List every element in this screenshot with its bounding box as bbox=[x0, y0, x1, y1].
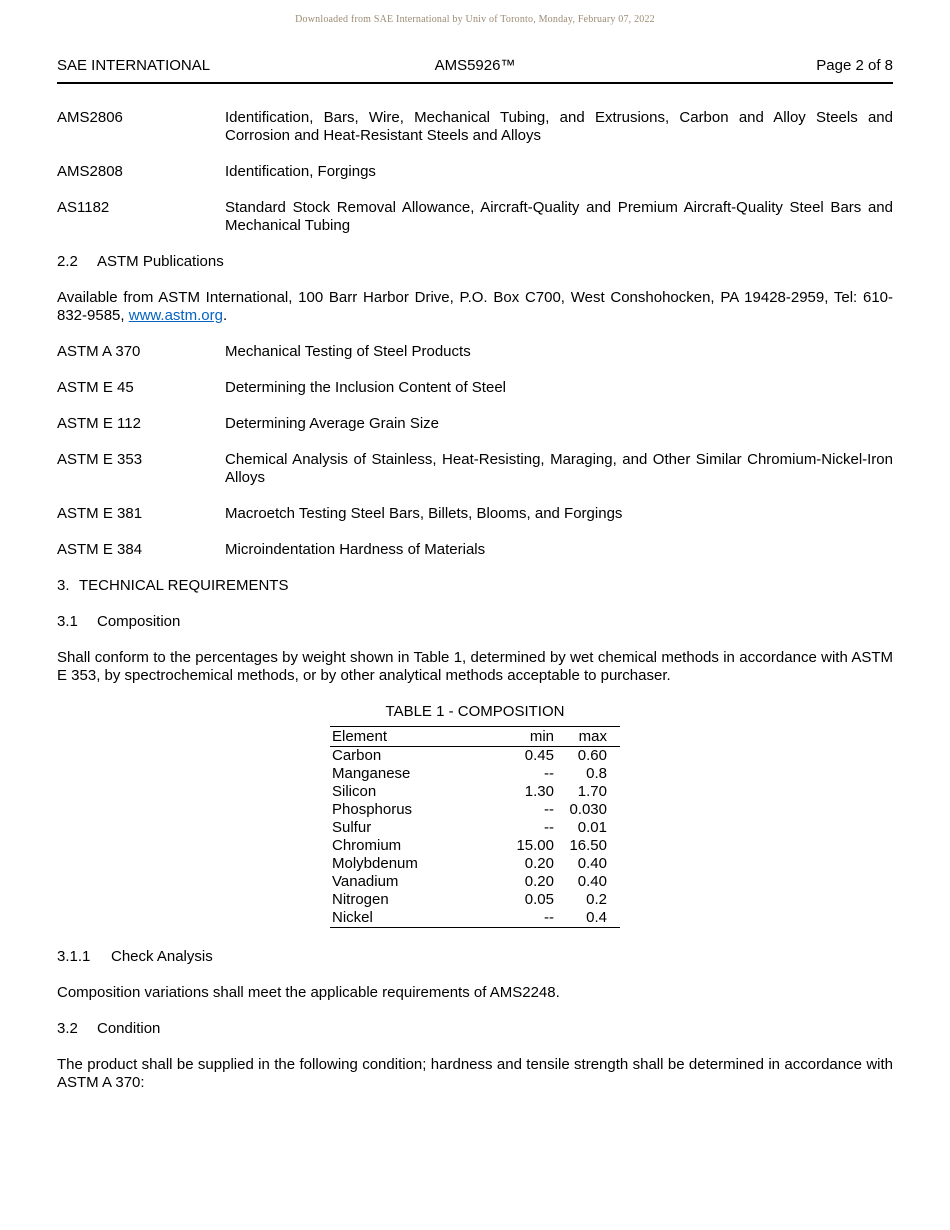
section-title: Composition bbox=[97, 613, 181, 630]
section-number: 3.1.1 bbox=[57, 948, 91, 965]
element-cell: Carbon bbox=[332, 747, 382, 764]
section-heading-3 bbox=[57, 577, 893, 595]
table-row bbox=[330, 837, 620, 855]
reference-item bbox=[57, 505, 893, 523]
reference-item bbox=[57, 109, 893, 145]
max-cell: 0.40 bbox=[577, 855, 607, 872]
section-title: TECHNICAL REQUIREMENTS bbox=[79, 577, 289, 594]
condition-paragraph: The product shall be supplied in the following condition; hardness and tensile strength shall be determined in accordance with ASTM A 370: bbox=[57, 1056, 893, 1091]
reference-item bbox=[57, 199, 893, 235]
reference-title: Microindentation Hardness of Materials bbox=[225, 541, 486, 558]
table-header-row bbox=[330, 727, 620, 747]
min-cell: 0.45 bbox=[524, 747, 554, 764]
element-cell: Nitrogen bbox=[332, 891, 389, 908]
reference-title: Determining the Inclusion Content of Steel bbox=[225, 379, 506, 396]
min-cell: 0.20 bbox=[524, 873, 554, 890]
header-org-name: SAE INTERNATIONAL bbox=[57, 57, 211, 74]
min-cell: 15.00 bbox=[516, 837, 554, 854]
section-number: 2.2 bbox=[57, 253, 78, 270]
min-cell: 0.20 bbox=[524, 855, 554, 872]
reference-code: ASTM E 353 bbox=[57, 451, 143, 468]
element-cell: Manganese bbox=[332, 765, 411, 782]
reference-title: Mechanical Testing of Steel Products bbox=[225, 343, 471, 360]
section-heading-3-2 bbox=[57, 1020, 893, 1038]
section-number: 3.2 bbox=[57, 1020, 78, 1037]
max-cell: 0.2 bbox=[586, 891, 607, 908]
reference-title: Determining Average Grain Size bbox=[225, 415, 439, 432]
reference-title: Macroetch Testing Steel Bars, Billets, Blooms, and Forgings bbox=[225, 505, 623, 522]
astm-org-link[interactable]: www.astm.org bbox=[128, 307, 223, 324]
element-cell: Chromium bbox=[332, 837, 402, 854]
composition-table-container bbox=[330, 703, 620, 928]
table-row bbox=[330, 819, 620, 837]
table-row bbox=[330, 765, 620, 783]
check-analysis-paragraph: Composition variations shall meet the applicable requirements of AMS2248. bbox=[57, 984, 560, 1001]
reference-code: ASTM E 381 bbox=[57, 505, 143, 522]
section-title: Check Analysis bbox=[111, 948, 213, 965]
element-cell: Molybdenum bbox=[332, 855, 418, 872]
reference-title: Identification, Bars, Wire, Mechanical Tubing, and Extrusions, Carbon and Alloy Steels and Corrosion and Heat-Resistant Steels and Alloys bbox=[225, 109, 893, 144]
column-header-element: Element bbox=[330, 727, 482, 747]
reference-item bbox=[57, 163, 893, 181]
section-heading-3-1 bbox=[57, 613, 893, 631]
table-row bbox=[330, 783, 620, 801]
reference-title: Standard Stock Removal Allowance, Aircraft-Quality and Premium Aircraft-Quality Steel Bars and Mechanical Tubing bbox=[225, 199, 893, 234]
reference-item bbox=[57, 379, 893, 397]
column-header-min: min bbox=[482, 727, 554, 747]
max-cell: 0.4 bbox=[586, 909, 607, 926]
reference-item bbox=[57, 451, 893, 487]
composition-paragraph: Shall conform to the percentages by weight shown in Table 1, determined by wet chemical methods in accordance with ASTM E 353, by spectrochemical methods, or by other analytical methods acceptable to purchaser. bbox=[57, 649, 893, 684]
max-cell: 0.01 bbox=[577, 819, 607, 836]
element-cell: Vanadium bbox=[332, 873, 399, 890]
column-header-max: max bbox=[554, 727, 620, 747]
page-header bbox=[57, 57, 893, 84]
max-cell: 0.8 bbox=[586, 765, 607, 782]
reference-item bbox=[57, 415, 893, 433]
reference-code: ASTM E 45 bbox=[57, 379, 134, 396]
table-row bbox=[330, 747, 620, 766]
table-row bbox=[330, 873, 620, 891]
section-number: 3.1 bbox=[57, 613, 78, 630]
section-number: 3. bbox=[57, 577, 70, 594]
reference-code: ASTM A 370 bbox=[57, 343, 141, 360]
astm-address-paragraph bbox=[57, 289, 893, 325]
min-cell: -- bbox=[544, 801, 554, 818]
document-body bbox=[57, 109, 893, 1092]
composition-table bbox=[330, 726, 620, 928]
reference-title: Identification, Forgings bbox=[225, 163, 376, 180]
astm-address-period: . bbox=[222, 307, 228, 324]
reference-code: ASTM E 112 bbox=[57, 415, 141, 432]
reference-item bbox=[57, 541, 893, 559]
download-watermark: Downloaded from SAE International by Univ of Toronto, Monday, February 07, 2022 bbox=[295, 14, 655, 25]
max-cell: 0.60 bbox=[577, 747, 607, 764]
element-cell: Silicon bbox=[332, 783, 377, 800]
header-spec-number: AMS5926™ bbox=[434, 57, 516, 74]
table-row bbox=[330, 891, 620, 909]
reference-title: Chemical Analysis of Stainless, Heat-Resisting, Maraging, and Other Similar Chromium-Nickel-Iron Alloys bbox=[225, 451, 893, 486]
table-row bbox=[330, 855, 620, 873]
section-title: ASTM Publications bbox=[97, 253, 224, 270]
reference-item bbox=[57, 343, 893, 361]
min-cell: -- bbox=[544, 909, 554, 926]
table-row bbox=[330, 909, 620, 928]
max-cell: 1.70 bbox=[577, 783, 607, 800]
min-cell: 0.05 bbox=[524, 891, 554, 908]
header-page-number: Page 2 of 8 bbox=[816, 57, 893, 74]
element-cell: Nickel bbox=[332, 909, 373, 926]
section-title: Condition bbox=[97, 1020, 161, 1037]
reference-code: AMS2806 bbox=[57, 109, 123, 126]
max-cell: 16.50 bbox=[569, 837, 607, 854]
min-cell: -- bbox=[544, 765, 554, 782]
reference-code: AMS2808 bbox=[57, 163, 123, 180]
min-cell: -- bbox=[544, 819, 554, 836]
section-heading-2-2 bbox=[57, 253, 893, 271]
section-heading-3-1-1 bbox=[57, 948, 893, 966]
element-cell: Sulfur bbox=[332, 819, 372, 836]
max-cell: 0.030 bbox=[569, 801, 607, 818]
table-title: TABLE 1 - COMPOSITION bbox=[385, 703, 565, 720]
reference-code: ASTM E 384 bbox=[57, 541, 143, 558]
reference-code: AS1182 bbox=[57, 199, 110, 216]
min-cell: 1.30 bbox=[524, 783, 554, 800]
element-cell: Phosphorus bbox=[332, 801, 413, 818]
table-row bbox=[330, 801, 620, 819]
astm-address-text: Available from ASTM International, 100 Barr Harbor Drive, P.O. Box C700, West Conshohocken, PA 19428-2959, Tel: 610-832-9585, bbox=[57, 289, 893, 324]
max-cell: 0.40 bbox=[577, 873, 607, 890]
